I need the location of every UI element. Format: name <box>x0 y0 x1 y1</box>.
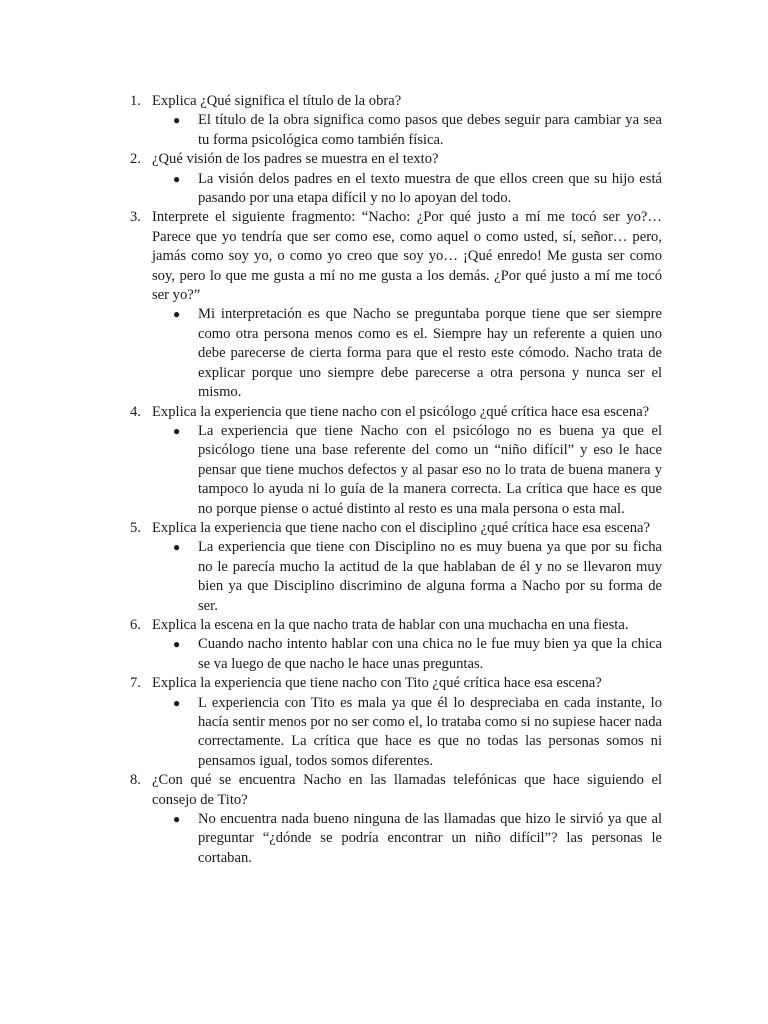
question-number: 4. <box>130 403 141 420</box>
question-item-6 <box>120 616 662 674</box>
answer-text: Cuando nacho intento hablar con una chica no le fue muy bien ya que la chica se va luego de que nacho le hace unas preguntas. <box>198 636 662 672</box>
question-text: ¿Con qué se encuentra Nacho en las llamadas telefónicas que hace siguiendo el consejo de Tito? <box>152 772 662 808</box>
bullet-icon: ● <box>173 695 181 710</box>
question-text: ¿Qué visión de los padres se muestra en el texto? <box>152 151 439 168</box>
question-item-3 <box>120 208 662 402</box>
answer-item <box>152 170 662 209</box>
question-item-5 <box>120 519 662 616</box>
question-text: Explica la escena en la que nacho trata de hablar con una muchacha en una fiesta. <box>152 616 629 633</box>
answer-item <box>152 635 662 674</box>
question-text: Explica la experiencia que tiene nacho con Tito ¿qué crítica hace esa escena? <box>152 675 602 692</box>
bullet-icon: ● <box>173 812 181 827</box>
answer-item <box>152 422 662 519</box>
question-number: 7. <box>130 675 141 692</box>
bullet-icon: ● <box>173 113 181 128</box>
question-number: 6. <box>130 616 141 633</box>
answer-text: El título de la obra significa como pasos que debes seguir para cambiar ya sea tu forma psicológica como también física. <box>198 112 662 148</box>
question-text: Explica ¿Qué significa el título de la obra? <box>152 93 402 109</box>
answer-list <box>152 422 662 519</box>
question-item-4 <box>120 403 662 519</box>
question-item-8 <box>120 771 662 868</box>
question-text: Explica la experiencia que tiene nacho con el psicólogo ¿qué crítica hace esa escena? <box>152 403 650 420</box>
answer-text: La experiencia que tiene Nacho con el psicólogo no es buena ya que el psicólogo tiene una base referente del como un “niño difícil” y eso le hace pensar que tiene muchos defectos y al pasar eso no lo trata de buena manera y tampoco lo ayuda ni lo guía de la manera correcta. La crítica que hace es que no porque piense o actué distinto al resto es una mala persona o esta mal. <box>198 422 662 517</box>
question-number: 2. <box>130 151 141 168</box>
document-body <box>120 92 662 868</box>
question-number: 1. <box>130 93 141 109</box>
answer-list <box>152 305 662 402</box>
question-number: 3. <box>130 209 141 226</box>
answer-item <box>152 694 662 772</box>
question-item-1 <box>120 92 662 150</box>
question-text: Explica la experiencia que tiene nacho con el disciplino ¿qué crítica hace esa escena? <box>152 519 650 536</box>
answer-text: L experiencia con Tito es mala ya que él lo despreciaba en cada instante, lo hacía sentir menos por no ser como el, lo trataba como si no supiese hacer nada correctamente. La crítica que hace es que no todas las personas somos ni pensamos igual, todos somos diferentes. <box>198 694 662 769</box>
answer-item <box>152 305 662 402</box>
bullet-icon: ● <box>173 171 181 186</box>
answer-list <box>152 538 662 616</box>
bullet-icon: ● <box>173 423 181 438</box>
answer-list <box>152 694 662 772</box>
answer-text: La visión delos padres en el texto muestra de que ellos creen que su hijo está pasando por una etapa difícil y no lo apoyan del todo. <box>198 170 662 207</box>
answer-list <box>152 170 662 209</box>
question-text: Interprete el siguiente fragmento: “Nacho: ¿Por qué justo a mí me tocó ser yo?… Parece que yo tendría que ser como ese, como aquel o como usted, sí, señor… pero, jamás como soy yo, o como yo creo que soy yo… ¡Qué enredo! Me gusta ser como soy, pero lo que me gusta a mí no me gusta a los demás. ¿Por qué justo a mí me tocó ser yo?” <box>152 209 662 304</box>
bullet-icon: ● <box>173 637 181 652</box>
question-list <box>120 92 662 868</box>
question-number: 5. <box>130 519 141 536</box>
answer-list <box>152 635 662 674</box>
question-number: 8. <box>130 772 141 789</box>
bullet-icon: ● <box>173 540 181 555</box>
answer-list <box>152 111 662 150</box>
answer-text: La experiencia que tiene con Disciplino no es muy buena ya que por su ficha no le parecía mucho la actitud de la que hablaban de él y no se llevaron muy bien ya que Disciplino discrimino de alguna forma a Nacho por su forma de ser. <box>198 539 662 614</box>
answer-item <box>152 538 662 616</box>
answer-item <box>152 810 662 868</box>
bullet-icon: ● <box>173 307 181 322</box>
question-item-7 <box>120 674 662 771</box>
answer-list <box>152 810 662 868</box>
answer-text: No encuentra nada bueno ninguna de las llamadas que hizo le sirvió ya que al preguntar “¿dónde se podría encontrar un niño difícil”? las personas le cortaban. <box>198 811 662 866</box>
answer-text: Mi interpretación es que Nacho se preguntaba porque tiene que ser siempre como otra persona menos como es el. Siempre hay un referente a quien uno debe parecerse de cierta forma para que el resto este cómodo. Nacho trata de explicar porque uno siempre debe parecerse a otra persona y nunca ser el mismo. <box>198 306 662 401</box>
answer-item <box>152 111 662 150</box>
question-item-2 <box>120 150 662 208</box>
